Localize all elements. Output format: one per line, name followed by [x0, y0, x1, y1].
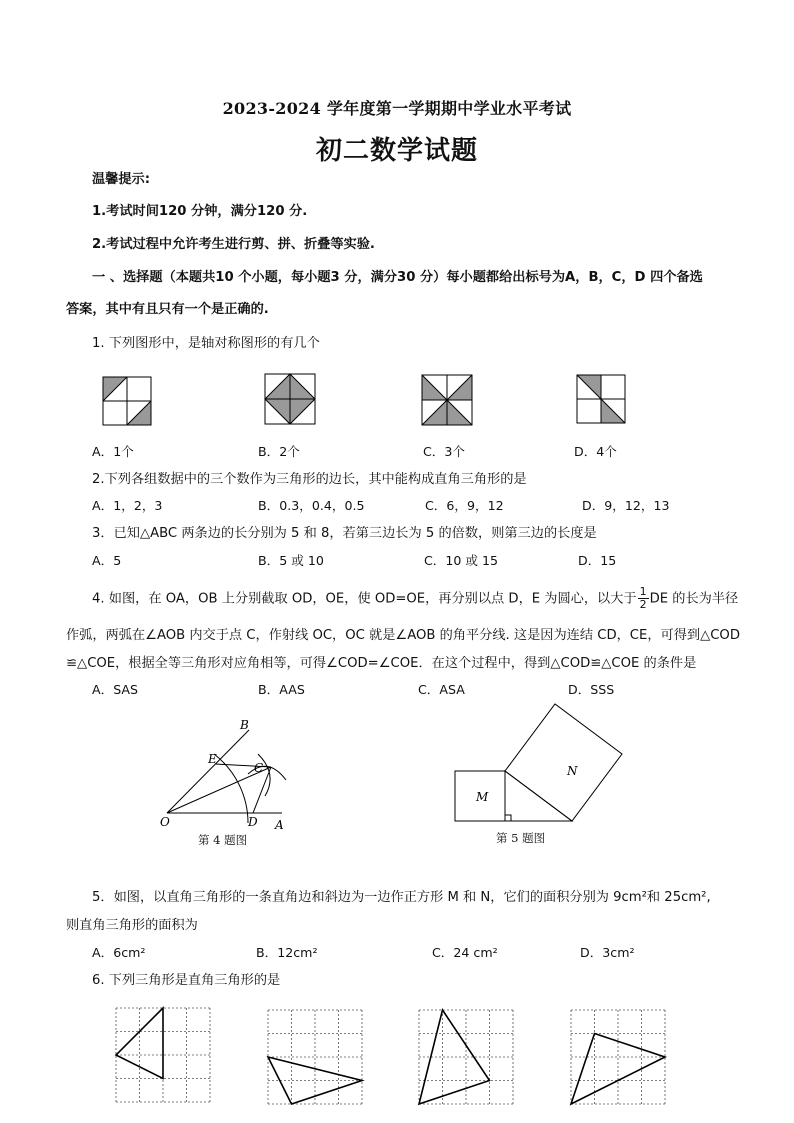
q1-figure-b [265, 374, 315, 424]
question-6: 6. 下列三角形是直角三角形的是 [92, 973, 281, 988]
fig5-label-m: M [476, 790, 489, 804]
exam-title: 2023-2024 学年度第一学期期中学业水平考试 [222, 99, 572, 118]
fig4-label-b: B [240, 718, 249, 732]
fig4-label-d: D [248, 815, 258, 829]
q1-figure-c [422, 375, 472, 425]
q2-option-a: A．1，2，3 [92, 498, 163, 513]
question-5-line2: 则直角三角形的面积为 [66, 918, 198, 933]
question-4-text-b: DE 的长为半径 [649, 591, 739, 607]
note-item: 2.考试过程中允许考生进行剪、拼、折叠等实验. [92, 237, 375, 252]
question-1: 1. 下列图形中，是轴对称图形的有几个 [92, 336, 320, 351]
fraction-half: $\frac{1}{2}$ [639, 585, 647, 611]
q2-option-c: C．6，9，12 [425, 498, 504, 513]
notes-heading: 温馨提示: [92, 172, 151, 187]
figure-5-caption: 第 5 题图 [496, 831, 546, 845]
q6-figure-b [268, 1010, 362, 1104]
question-4-line2: 作弧，两弧在∠AOB 内交于点 C，作射线 OC，OC 就是∠AOB 的角平分线. 这是因为连结 CD，CE，可得到△COD [66, 628, 740, 643]
question-2: 2.下列各组数据中的三个数作为三角形的边长，其中能构成直角三角形的是 [92, 472, 527, 487]
fig4-label-o: O [160, 815, 170, 829]
q2-option-d: D．9，12，13 [582, 498, 670, 513]
fig4-label-a: A [275, 818, 284, 832]
q3-option-c: C．10 或 15 [424, 553, 499, 568]
q6-figure-d [571, 1010, 665, 1104]
q3-option-b: B．5 或 10 [258, 553, 324, 568]
q4-option-a: A．SAS [92, 682, 139, 697]
q5-option-b: B．12cm² [256, 945, 318, 960]
note-item: 1.考试时间120 分钟，满分120 分. [92, 204, 308, 219]
fig5-label-n: N [567, 764, 578, 778]
question-4-line3: ≌△COE，根据全等三角形对应角相等，可得∠COD=∠COE．在这个过程中，得到△COD≌△COE 的条件是 [66, 656, 697, 671]
question-3: 3．已知△ABC 两条边的长分别为 5 和 8，若第三边长为 5 的倍数，则第三边的长度是 [92, 526, 597, 541]
q3-option-d: D．15 [578, 553, 617, 568]
question-5-line1: 5．如图，以直角三角形的一条直角边和斜边为一边作正方形 M 和 N，它们的面积分别为 9cm²和 25cm², [92, 890, 711, 905]
q5-option-c: C．24 cm² [432, 945, 498, 960]
q6-figure-c [419, 1010, 513, 1104]
figure-4-caption: 第 4 题图 [198, 833, 248, 847]
q1-option-c: C．3个 [423, 444, 465, 459]
section-instructions-cont: 答案，其中有且只有一个是正确的. [66, 302, 269, 317]
subject-title: 初二数学试题 [315, 136, 478, 166]
fig4-label-e: E [208, 752, 217, 766]
q4-option-c: C．ASA [418, 682, 465, 697]
q6-figure-a [116, 1008, 210, 1102]
q1-figure-a [103, 377, 151, 425]
q1-option-b: B．2个 [258, 444, 300, 459]
question-4-line1 [92, 586, 738, 613]
fig4-label-c: C [254, 761, 264, 775]
figure-4 [150, 714, 300, 834]
q1-option-a: A．1个 [92, 444, 134, 459]
q1-figure-d [577, 375, 625, 423]
q1-option-d: D．4个 [574, 444, 617, 459]
q5-option-d: D．3cm² [580, 945, 635, 960]
q5-option-a: A．6cm² [92, 945, 146, 960]
question-4-text-a: 4. 如图，在 OA，OB 上分别截取 OD，OE，使 OD=OE，再分别以点 D，E 为圆心，以大于 [92, 591, 637, 607]
q2-option-b: B．0.3，0.4，0.5 [258, 498, 365, 513]
section-instructions: 一 、选择题（本题共10 个小题，每小题3 分，满分30 分）每小题都给出标号为A，B，C，D 四个备选 [92, 270, 703, 285]
figure-5 [450, 700, 630, 825]
q4-option-b: B．AAS [258, 682, 305, 697]
q4-option-d: D．SSS [568, 682, 615, 697]
q3-option-a: A．5 [92, 553, 122, 568]
